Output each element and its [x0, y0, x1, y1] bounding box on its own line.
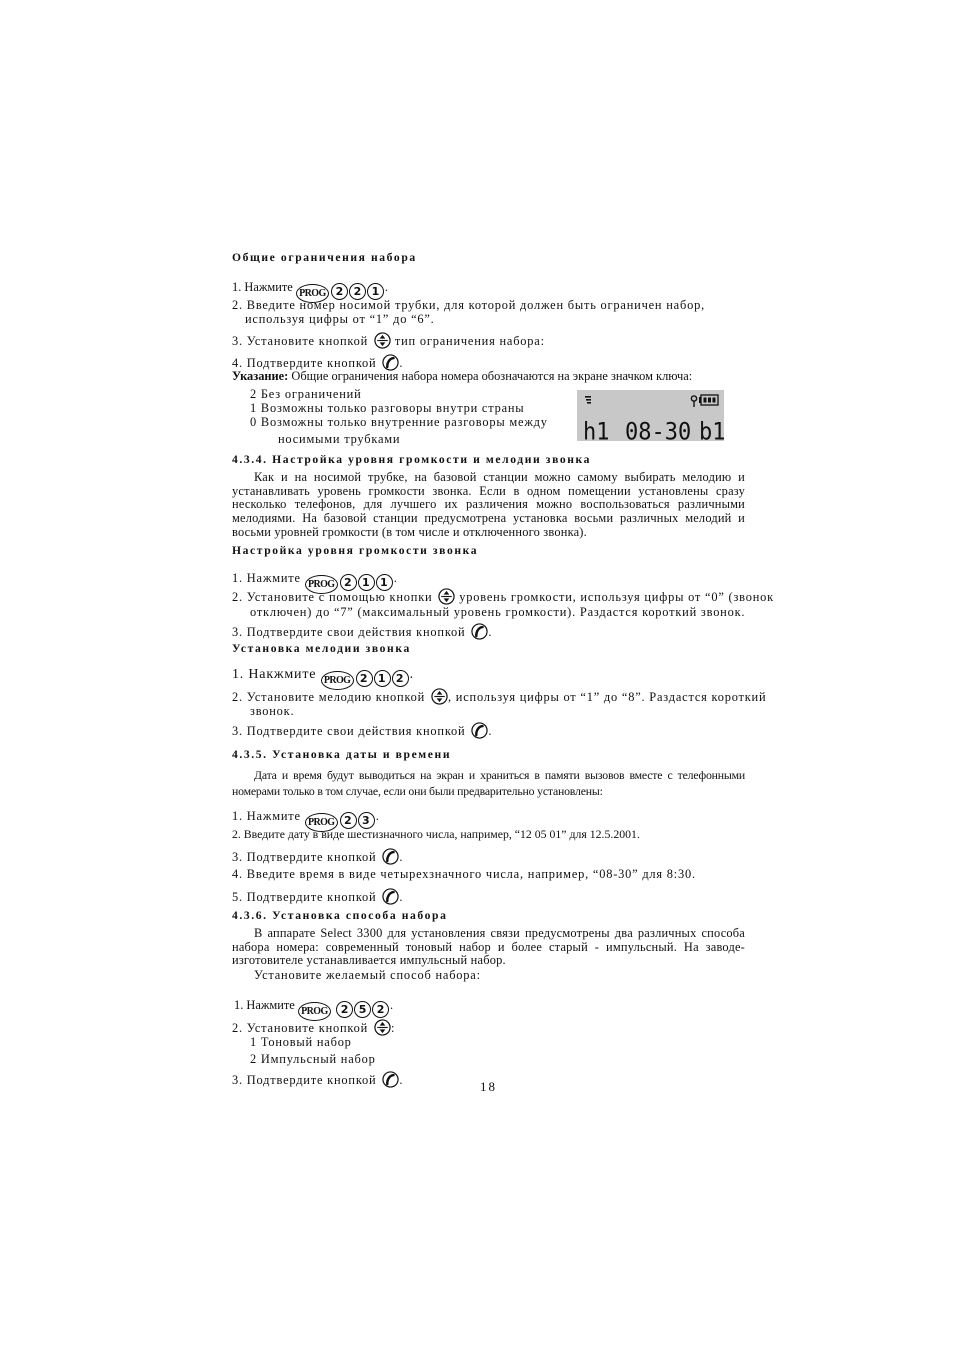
- step-text: 5. Подтвердите кнопкой: [232, 890, 377, 904]
- step-melody-2c: звонок.: [250, 704, 295, 718]
- note-label: Указание:: [232, 369, 289, 383]
- navigation-key-icon: [374, 332, 391, 349]
- step-text: 3. Установите кнопкой: [232, 334, 369, 348]
- option-tone: 1 Тоновый набор: [250, 1035, 352, 1049]
- digit-key-icon: 2: [331, 283, 348, 300]
- digit-key-icon: 2: [340, 812, 357, 829]
- digit-key-icon: 1: [358, 574, 375, 591]
- battery-icon: [699, 395, 718, 405]
- heading-4-3-4: 4.3.4. Настройка уровня громкости и мелодии звонка: [232, 453, 592, 466]
- lcd-right-text: b1: [699, 418, 724, 441]
- step-volume-2a: [232, 588, 774, 605]
- signal-icon: [585, 396, 591, 404]
- step-date-3: 3. Подтвердите кнопкой .: [232, 850, 404, 864]
- step-general-2a: 2. Введите номер носимой трубки, для которой должен быть ограничен набор,: [232, 298, 705, 312]
- prog-key-icon: PROG: [296, 284, 329, 303]
- step-date-5: 5. Подтвердите кнопкой .: [232, 890, 404, 904]
- digit-key-icon: 2: [392, 670, 409, 687]
- digit-key-icon: 1: [376, 574, 393, 591]
- step-date-4: 4. Введите время в виде четырехзначного числа, например, “08-30” для 8:30.: [232, 867, 696, 881]
- step-date-1: 1. Нажмите PROG 2 3 .: [232, 809, 380, 832]
- step-volume-2c: отключен) до “7” (максимальный уровень громкости). Раздастся короткий звонок.: [250, 605, 746, 619]
- heading-4-3-5: 4.3.5. Установка даты и времени: [232, 748, 452, 761]
- step-text: тип ограничения набора:: [394, 334, 545, 348]
- step-text: 3. Подтвердите кнопкой: [232, 1073, 377, 1087]
- paragraph-4-3-6: В аппарате Select 3300 для установления связи предусмотрены два различных способа набора номера: современный тоновый набор и более старый - импульсный. На заводе-изготовителе устанавливается импульсный набор.: [232, 926, 745, 968]
- step-text: 2. Установите мелодию кнопкой: [232, 690, 426, 704]
- step-text: 1. Накжмите: [232, 667, 317, 682]
- phone-key-icon: [471, 623, 488, 640]
- paragraph-4-3-5: Дата и время будут выводиться на экран и храниться в памяти вызовов вместе с телефонными номерами только в том случае, если они были предварительно установлены:: [232, 768, 745, 798]
- step-general-1: 1. Нажмите PROG 2 2 1 .: [232, 280, 388, 303]
- digit-key-icon: 1: [374, 670, 391, 687]
- lcd-display: [577, 390, 724, 441]
- heading-volume: Настройка уровня громкости звонка: [232, 544, 479, 557]
- prog-key-icon: PROG: [321, 671, 354, 690]
- step-text: 2. Установите кнопкой: [232, 1021, 369, 1035]
- step-general-4: 4. Подтвердите кнопкой .: [232, 356, 404, 370]
- step-text: 1. Нажмите: [232, 571, 301, 585]
- option-no-limit: 2 Без ограничений: [250, 387, 362, 401]
- navigation-key-icon: [374, 1019, 391, 1036]
- step-text: 1. Нажмите: [232, 280, 293, 294]
- prog-key-icon: PROG: [305, 575, 338, 594]
- phone-key-icon: [382, 848, 399, 865]
- step-dial-1: 1. Нажмите PROG 2 5 2 .: [234, 998, 393, 1021]
- digit-key-icon: 2: [356, 670, 373, 687]
- step-text: , используя цифры от “1” до “8”. Раздастся короткий: [448, 690, 767, 704]
- step-text: 4. Подтвердите кнопкой: [232, 356, 377, 370]
- step-melody-1: 1. Накжмите PROG 2 1 2 .: [232, 668, 414, 690]
- step-volume-3: 3. Подтвердите свои действия кнопкой .: [232, 625, 493, 639]
- step-melody-2a: [232, 688, 766, 705]
- step-date-2: 2. Введите дату в виде шестизначного числа, например, “12 05 01” для 12.5.2001.: [232, 827, 640, 841]
- prog-key-icon: PROG: [298, 1002, 331, 1021]
- lcd-left-text: h1: [583, 418, 610, 441]
- digit-key-icon: 2: [340, 574, 357, 591]
- option-pulse: 2 Импульсный набор: [250, 1052, 376, 1066]
- digit-key-icon: 2: [349, 283, 366, 300]
- option-internal-cont: носимыми трубками: [278, 432, 401, 446]
- phone-key-icon: [382, 1071, 399, 1088]
- digit-key-icon: 3: [358, 812, 375, 829]
- note-line: [232, 369, 692, 383]
- step-general-3: [232, 332, 545, 349]
- option-country: 1 Возможны только разговоры внутри страны: [250, 401, 525, 415]
- paragraph-4-3-6-b: Установите желаемый способ набора:: [254, 968, 481, 982]
- navigation-key-icon: [431, 688, 448, 705]
- step-text: 3. Подтвердите свои действия кнопкой: [232, 625, 466, 639]
- digit-key-icon: 2: [336, 1001, 353, 1018]
- navigation-key-icon: [438, 588, 455, 605]
- step-dial-2: 2. Установите кнопкой :: [232, 1021, 396, 1035]
- step-text: 3. Подтвердите свои действия кнопкой: [232, 724, 466, 738]
- step-melody-3: 3. Подтвердите свои действия кнопкой .: [232, 724, 493, 738]
- lcd-center-text: 08-30: [625, 418, 692, 441]
- digit-key-icon: 2: [372, 1001, 389, 1018]
- page-number: 18: [480, 1079, 497, 1094]
- key-icon: [691, 396, 696, 407]
- heading-melody: Установка мелодии звонка: [232, 642, 411, 655]
- step-text: 1. Нажмите: [232, 809, 301, 823]
- option-internal: 0 Возможны только внутренние разговоры между: [250, 415, 548, 429]
- lcd-display-graphic: [577, 390, 724, 441]
- note-text: Общие ограничения набора номера обозначаются на экране значком ключа:: [291, 369, 693, 383]
- heading-general-restrictions: Общие ограничения набора: [232, 251, 417, 264]
- prog-key-icon: PROG: [305, 813, 338, 832]
- step-text: 1. Нажмите: [234, 998, 295, 1012]
- heading-4-3-6: 4.3.6. Установка способа набора: [232, 909, 448, 922]
- step-text: уровень громкости, используя цифры от “0” (звонок: [459, 590, 774, 604]
- step-volume-1: 1. Нажмите PROG 2 1 1 .: [232, 571, 398, 594]
- step-dial-3: 3. Подтвердите кнопкой .: [232, 1073, 404, 1087]
- digit-key-icon: 1: [367, 283, 384, 300]
- phone-key-icon: [471, 722, 488, 739]
- phone-key-icon: [382, 888, 399, 905]
- step-text: 2. Установите с помощью кнопки: [232, 590, 433, 604]
- step-text: 3. Подтвердите кнопкой: [232, 850, 377, 864]
- step-general-2b: используя цифры от “1” до “6”.: [245, 312, 435, 326]
- digit-key-icon: 5: [354, 1001, 371, 1018]
- paragraph-4-3-4: Как и на носимой трубке, на базовой станции можно самому выбирать мелодию и устанавливать уровень громкости звонка. Если в одном помещении установлены сразу несколько телефонов, для лучшего их различения можно воспользоваться различными мелодиями. На базовой станции предусмотрена установка восьми различных мелодий и восьми уровней громкости (в том числе и отключенного звонка).: [232, 470, 745, 539]
